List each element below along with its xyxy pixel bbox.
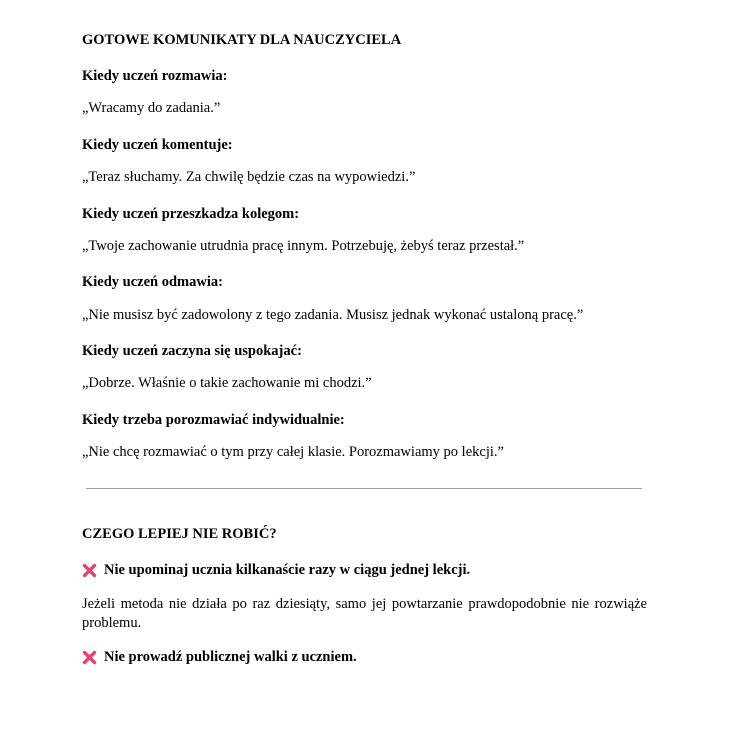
teacher-message: „Dobrze. Właśnie o takie zachowanie mi chodzi.” bbox=[82, 375, 372, 391]
teacher-message: „Nie musisz być zadowolony z tego zadania. Musisz jednak wykonać ustaloną pracę.” bbox=[82, 307, 584, 323]
teacher-message: „Wracamy do zadania.” bbox=[82, 100, 221, 116]
situation-label: Kiedy uczeń zaczyna się uspokajać: bbox=[82, 343, 302, 359]
situation-label: Kiedy uczeń przeszkadza kolegom: bbox=[82, 206, 300, 222]
teacher-message: „Twoje zachowanie utrudnia pracę innym. Potrzebuję, żebyś teraz przestał.” bbox=[82, 238, 525, 254]
situation-label: Kiedy uczeń komentuje: bbox=[82, 137, 233, 153]
teacher-message: „Teraz słuchamy. Za chwilę będzie czas na wypowiedzi.” bbox=[82, 169, 416, 185]
section-title-messages: GOTOWE KOMUNIKATY DLA NAUCZYCIELA bbox=[82, 32, 402, 48]
situation-label: Kiedy trzeba porozmawiać indywidualnie: bbox=[82, 412, 345, 428]
dont-item-explanation: Jeżeli metoda nie działa po raz dziesiąty, samo jej powtarzanie prawdopodobnie nie rozwiąże problemu. bbox=[82, 596, 647, 631]
section-divider bbox=[86, 488, 642, 489]
dont-item bbox=[82, 561, 470, 579]
cross-mark-icon bbox=[82, 650, 97, 665]
situation-label: Kiedy uczeń rozmawia: bbox=[82, 68, 228, 84]
section-title-dont: CZEGO LEPIEJ NIE ROBIĆ? bbox=[82, 526, 277, 542]
teacher-message: „Nie chcę rozmawiać o tym przy całej klasie. Porozmawiamy po lekcji.” bbox=[82, 444, 504, 460]
cross-mark-icon bbox=[82, 563, 97, 578]
dont-item bbox=[82, 648, 357, 666]
dont-item-label: Nie prowadź publicznej walki z uczniem. bbox=[104, 649, 357, 665]
situation-label: Kiedy uczeń odmawia: bbox=[82, 274, 223, 290]
dont-item-label: Nie upominaj ucznia kilkanaście razy w ciągu jednej lekcji. bbox=[104, 562, 471, 578]
